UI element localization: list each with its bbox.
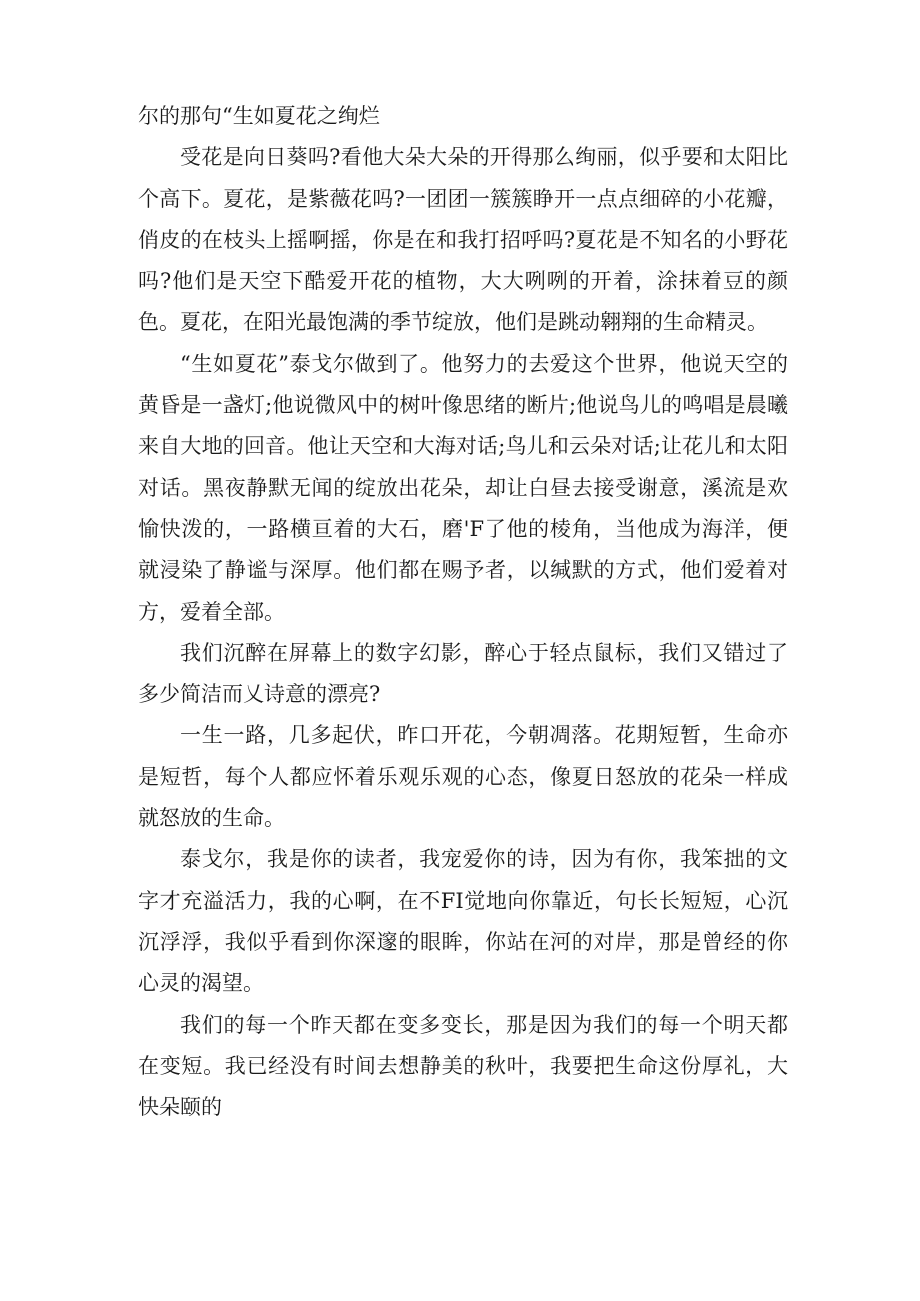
paragraph-1: 尔的那句“生如夏花之绚烂 (138, 104, 380, 128)
paragraph-2: 受花是向日葵吗?看他大朵大朵的开得那么绚丽，似乎要和太阳比个高下。夏花，是紫薇花吗?一团团一簇簇睁开一点点细碎的小花瓣，俏皮的在枝头上摇啊摇，你是在和我打招呼吗?夏花是不知名的小野花吗?他们是天空下酷爱开花的植物，大大咧咧的开着，涂抹着豆的颜色。夏花，在阳光最饱满的季节绽放，他们是跳动翱翔的生命精灵。 (138, 145, 788, 335)
document-body (138, 96, 788, 1128)
paragraph-3: “生如夏花”泰戈尔做到了。他努力的去爱这个世界，他说天空的黄昏是一盏灯;他说微风中的树叶像思绪的断片;他说鸟儿的鸣唱是晨曦来自大地的回音。他让天空和大海对话;鸟儿和云朵对话;让花儿和太阳对话。黑夜静默无闻的绽放出花朵，却让白昼去接受谢意，溪流是欢愉快泼的，一路横亘着的大石，磨'F了他的棱角，当他成为海洋，便就浸染了静谧与深厚。他们都在赐予者，以缄默的方式，他们爱着对方，爱着全部。 (138, 351, 788, 624)
paragraph-5: 一生一路，几多起伏，昨口开花，今朝凋落。花期短暂，生命亦是短哲，每个人都应怀着乐观乐观的心态，像夏日怒放的花朵一样成就怒放的生命。 (138, 723, 788, 831)
paragraph-7: 我们的每一个昨天都在变多变长，那是因为我们的每一个明天都在变短。我已经没有时间去想静美的秋叶，我要把生命这份厚礼，大快朵颐的 (138, 1012, 788, 1120)
paragraph-4: 我们沉醉在屏幕上的数字幻影，醉心于轻点鼠标，我们又错过了多少简洁而乂诗意的漂亮? (138, 640, 788, 707)
paragraph-6: 泰戈尔，我是你的读者，我宠爱你的诗，因为有你，我笨拙的文字才充溢活力，我的心啊，在不FI觉地向你靠近，句长长短短，心沉沉浮浮，我似乎看到你深邃的眼眸，你站在河的对岸，那是曾经的你心灵的渴望。 (138, 847, 788, 996)
